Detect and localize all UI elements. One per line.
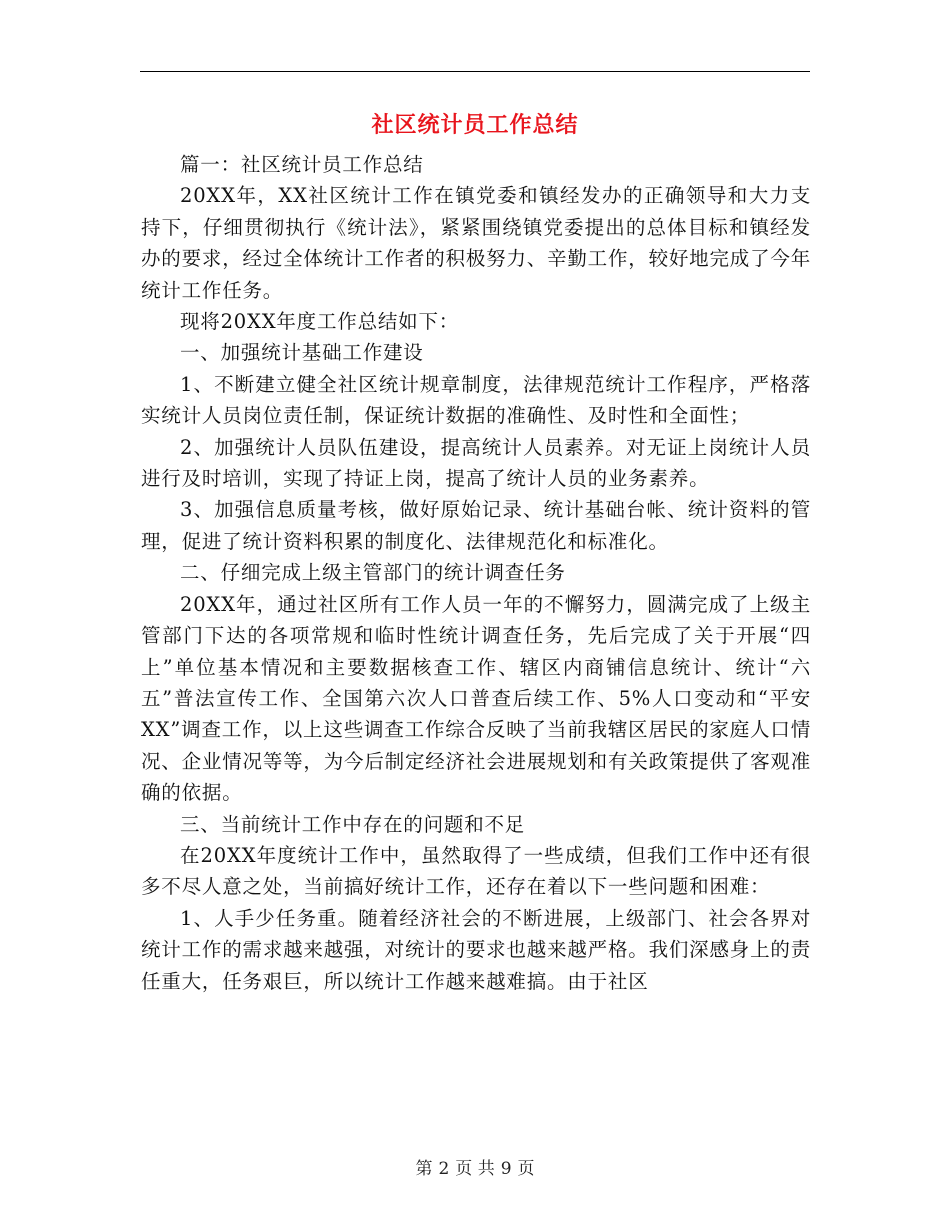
footer-suffix: 页: [517, 1159, 535, 1179]
paragraph-item-1-2: 2、加强统计人员队伍建设，提高统计人员素养。对无证上岗统计人员进行及时培训，实现了持证上岗，提高了统计人员的业务素养。: [141, 435, 811, 491]
page-footer: [0, 1154, 950, 1179]
paragraph-section-3-intro: 在20XX年度统计工作中，虽然取得了一些成绩，但我们工作中还有很多不尽人意之处，当前搞好统计工作，还存在着以下一些问题和困难：: [141, 843, 811, 899]
paragraph-section-2-body: 20XX年，通过社区所有工作人员一年的不懈努力，圆满完成了上级主管部门下达的各项常规和临时性统计调查任务，先后完成了关于开展“四上”单位基本情况和主要数据核查工作、辖区内商铺信息统计、统计“六五”普法宣传工作、全国第六次人口普查后续工作、5%人口变动和“平安XX”调查工作，以上这些调查工作综合反映了当前我辖区居民的家庭人口情况、企业情况等等，为今后制定经济社会进展规划和有关政策提供了客观准确的依据。: [141, 592, 811, 805]
section-heading-1: 一、加强统计基础工作建设: [180, 341, 424, 365]
paragraph-intro-heading: 篇一：社区统计员工作总结: [180, 153, 424, 176]
paragraph-item-3-1: 1、人手少任务重。随着经济社会的不断进展，上级部门、社会各界对统计工作的需求越来越强，对统计的要求也越来越严格。我们深感身上的责任重大，任务艰巨，所以统计工作越来越难搞。由于社区: [141, 906, 811, 993]
document-body: [141, 149, 811, 997]
footer-prefix: 第: [415, 1159, 433, 1179]
header-rule: [140, 71, 810, 72]
paragraph-summary: 20XX年，XX社区统计工作在镇党委和镇经发办的正确领导和大力支持下，仔细贯彻执行《统计法》，紧紧围绕镇党委提出的总体目标和镇经发办的要求，经过全体统计工作者的积极努力、辛勤工作，较好地完成了今年统计工作任务。: [141, 184, 811, 302]
total-pages-number: 9: [500, 1159, 512, 1179]
paragraph-item-1-3: 3、加强信息质量考核，做好原始记录、统计基础台帐、统计资料的管理，促进了统计资料积累的制度化、法律规范化和标准化。: [141, 498, 811, 553]
current-page-number: 2: [438, 1159, 450, 1179]
section-heading-3: 三、当前统计工作中存在的问题和不足: [180, 812, 526, 836]
footer-middle: 页 共: [455, 1159, 495, 1179]
section-heading-2: 二、仔细完成上级主管部门的统计调查任务: [180, 561, 566, 585]
paragraph-summary-lead: 现将20XX年度工作总结如下：: [180, 310, 460, 334]
document-title: 社区统计员工作总结: [371, 112, 579, 138]
paragraph-item-1-1: 1、不断建立健全社区统计规章制度，法律规范统计工作程序，严格落实统计人员岗位责任制，保证统计数据的准确性、及时性和全面性；: [141, 372, 811, 428]
